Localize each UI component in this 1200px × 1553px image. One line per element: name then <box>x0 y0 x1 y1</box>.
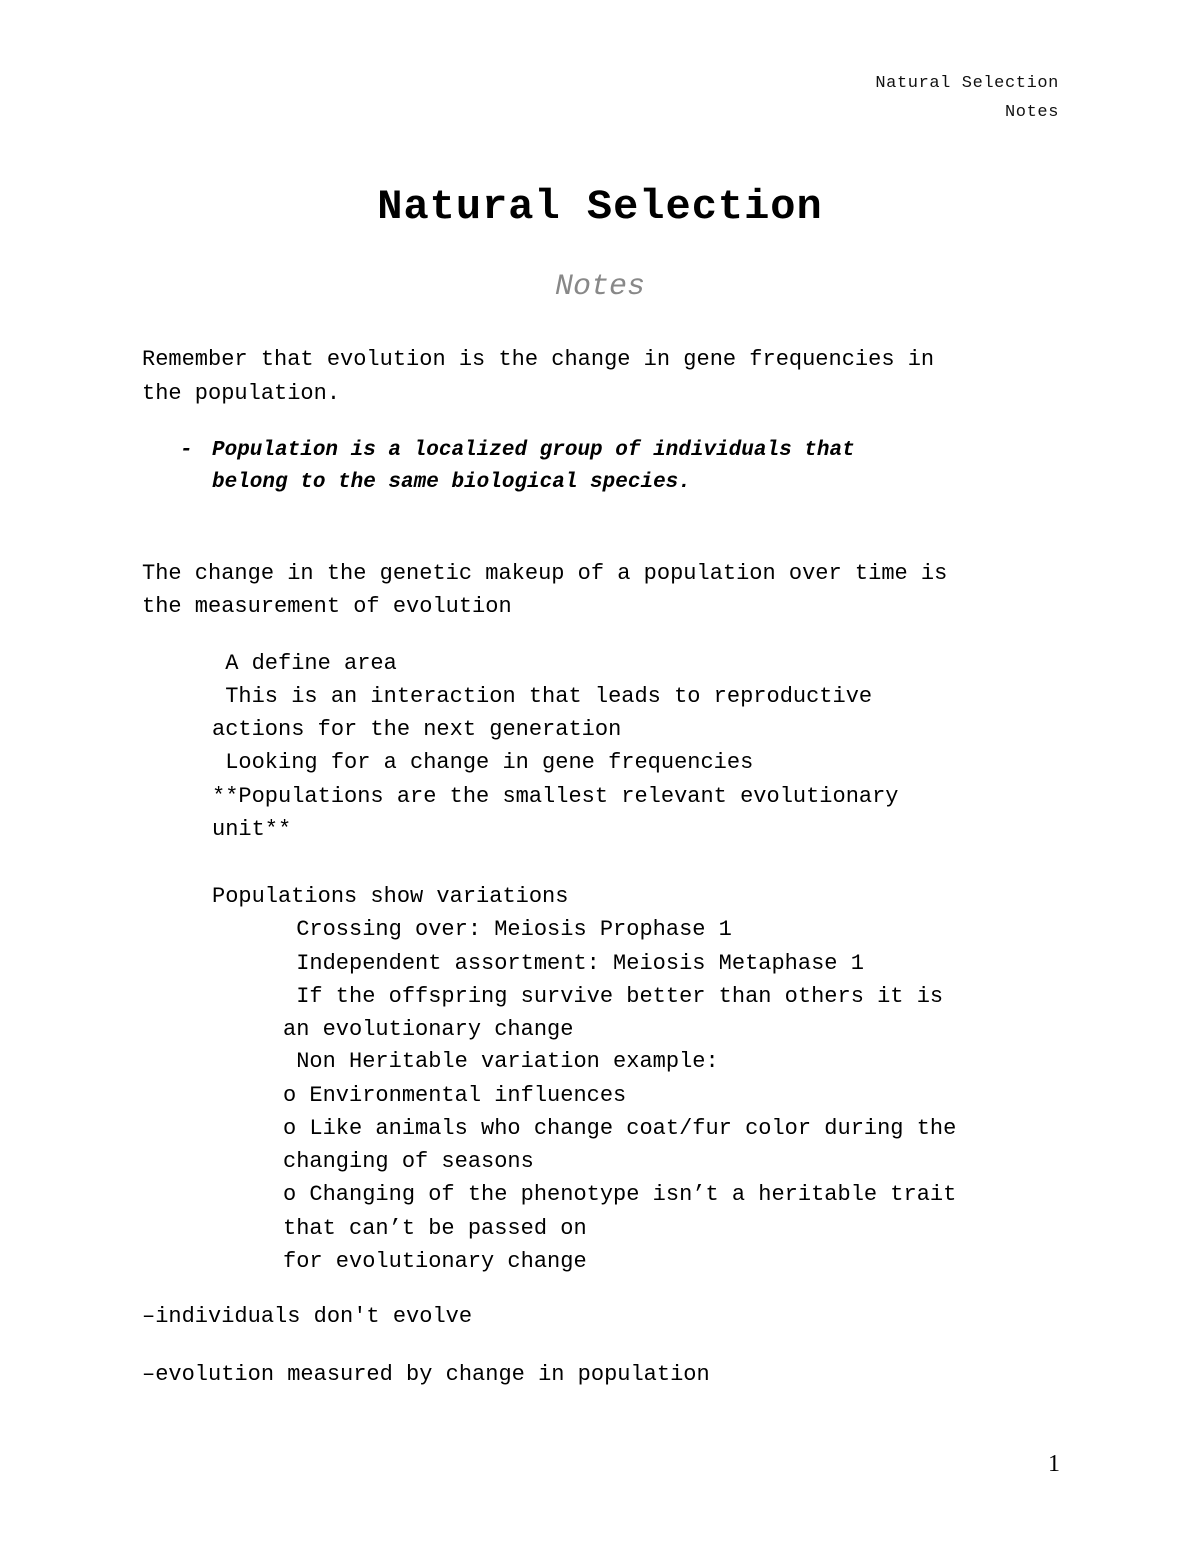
sub-item-environmental: o Environmental influences <box>283 1083 627 1108</box>
measurement-line-2: the measurement of evolution <box>142 594 512 619</box>
sub-item-phenotype-line-2: that can’t be passed on <box>283 1216 587 1241</box>
variation-offspring-line-1: If the offspring survive better than others it is <box>283 984 944 1009</box>
point-define-area: A define area <box>212 651 397 676</box>
sub-item-coat-color-line-2: changing of seasons <box>283 1149 534 1174</box>
point-gene-frequencies: Looking for a change in gene frequencies <box>212 750 754 775</box>
variation-offspring-line-2: an evolutionary change <box>283 1017 574 1042</box>
point-smallest-unit-line-2: unit** <box>212 817 292 842</box>
point-smallest-unit-line-1: **Populations are the smallest relevant evolutionary <box>212 784 899 809</box>
sub-item-phenotype-line-1: o Changing of the phenotype isn’t a heritable trait <box>283 1182 957 1207</box>
sub-item-coat-color-line-1: o Like animals who change coat/fur color during the <box>283 1116 957 1141</box>
point-interaction-line-1: This is an interaction that leads to reproductive <box>212 684 873 709</box>
conclusion-individuals: –individuals don't evolve <box>142 1304 473 1329</box>
variation-non-heritable: Non Heritable variation example: <box>283 1049 719 1074</box>
conclusion-population: –evolution measured by change in population <box>142 1362 710 1387</box>
definition-line-2: belong to the same biological species. <box>212 471 691 494</box>
point-interaction-line-2: actions for the next generation <box>212 717 622 742</box>
variation-independent-assortment: Independent assortment: Meiosis Metaphase 1 <box>283 951 864 976</box>
definition-dash: - <box>180 439 193 462</box>
page-title: Natural Selection <box>377 183 823 231</box>
definition-line-1: Population is a localized group of individuals that <box>212 439 855 462</box>
variation-crossing-over: Crossing over: Meiosis Prophase 1 <box>283 917 732 942</box>
sub-item-phenotype-line-3: for evolutionary change <box>283 1249 587 1274</box>
running-header-subtitle: Notes <box>1004 103 1059 122</box>
running-header-title: Natural Selection <box>875 74 1059 93</box>
measurement-line-1: The change in the genetic makeup of a population over time is <box>142 561 948 586</box>
page-subtitle: Notes <box>554 270 645 304</box>
intro-line-2: the population. <box>142 381 341 406</box>
intro-line-1: Remember that evolution is the change in gene frequencies in <box>142 347 935 372</box>
variations-heading: Populations show variations <box>212 884 569 909</box>
page-number: 1 <box>1048 1451 1060 1477</box>
